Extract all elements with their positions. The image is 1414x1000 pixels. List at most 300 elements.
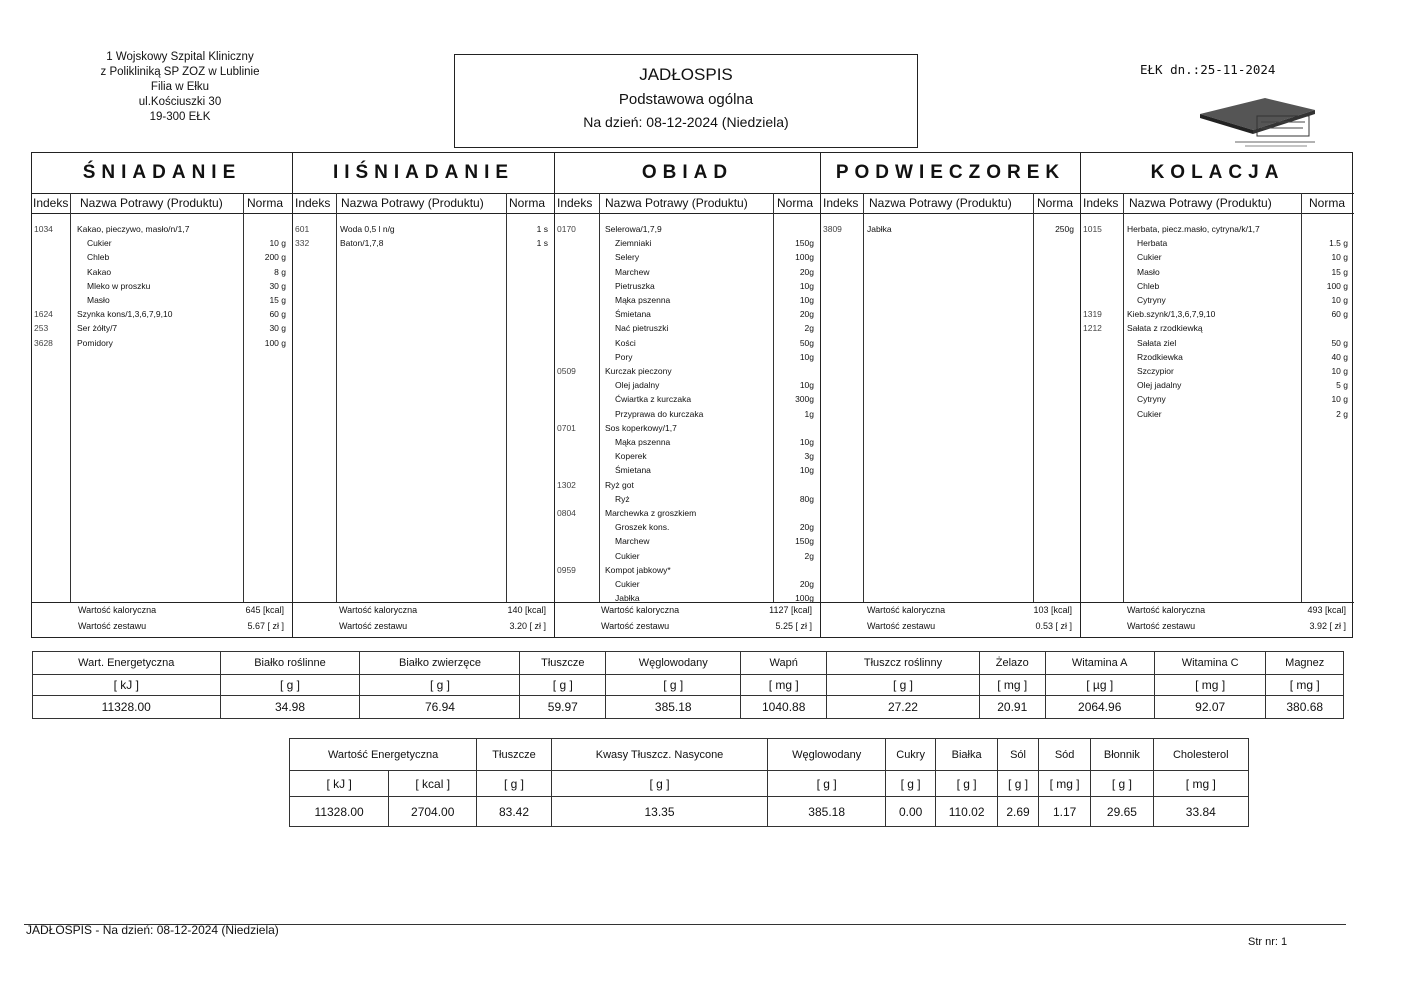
- nutrient-value: 59.97: [520, 696, 606, 719]
- menu-row: [821, 223, 1080, 236]
- nutrient-value: 385.18: [606, 696, 741, 719]
- nutrient-unit: [ g ]: [998, 771, 1039, 797]
- meal-title: OBIAD: [555, 153, 820, 194]
- nutrient-value: 11328.00: [33, 696, 221, 719]
- item-norm: 20g: [799, 579, 814, 589]
- issue-date: EŁK dn.:25-11-2024: [1140, 62, 1276, 77]
- nutrient-value: 380.68: [1266, 696, 1344, 719]
- item-norm: 30 g: [269, 280, 286, 291]
- item-name: Ser żółty/7: [77, 323, 118, 334]
- meal-title: PODWIECZOREK: [821, 153, 1080, 194]
- item-norm: 80g: [799, 493, 814, 504]
- cost-value: 3.20 [ zł ]: [509, 621, 546, 631]
- item-name: Cytryny: [1137, 394, 1166, 405]
- nutrient-unit: [ mg ]: [1039, 771, 1091, 797]
- item-name: Kakao: [87, 266, 112, 277]
- item-index: 1034: [34, 224, 53, 234]
- nutrient-value: 2.69: [998, 797, 1039, 827]
- meal-column-breakfast: [32, 153, 293, 637]
- menu-row: [555, 450, 820, 463]
- menu-row: [32, 337, 292, 350]
- menu-row: [555, 308, 820, 321]
- item-norm: 30 g: [269, 323, 286, 334]
- menu-row: [555, 535, 820, 548]
- item-norm: 3g: [804, 451, 814, 462]
- nutrient-header: Białko roślinne: [220, 652, 360, 675]
- item-norm: 100g: [795, 252, 814, 263]
- menu-row: [555, 393, 820, 406]
- kcal-label: Wartość kaloryczna: [339, 605, 418, 615]
- nutrition-table-2: [289, 738, 1249, 827]
- nutrient-header: Węglowodany: [768, 739, 886, 771]
- item-norm: 2g: [804, 323, 814, 334]
- item-name: Jabłka: [615, 593, 640, 604]
- nutrient-value: 83.42: [477, 797, 552, 827]
- item-norm: 2 g: [1336, 408, 1348, 419]
- item-norm: 50g: [799, 337, 814, 348]
- nutrient-unit: [ g ]: [1091, 771, 1153, 797]
- item-norm: 200 g: [264, 252, 286, 263]
- item-norm: 10 g: [1331, 394, 1348, 405]
- nutrient-header: Tłuszcze: [520, 652, 606, 675]
- nutrient-unit: [ mg ]: [1154, 675, 1266, 696]
- item-index: 0170: [557, 224, 576, 234]
- menu-row: [555, 550, 820, 563]
- item-name: Herbata, piecz.masło, cytryna/k/1,7: [1127, 224, 1260, 234]
- item-name: Śmietana: [615, 465, 651, 476]
- cost-label: Wartość zestawu: [867, 621, 936, 631]
- document-title: JADŁOSPIS: [639, 65, 733, 84]
- meal-footer: [293, 602, 554, 637]
- item-name: Kakao, pieczywo, masło/n/1,7: [77, 224, 190, 234]
- nutrient-value: 2064.96: [1045, 696, 1154, 719]
- menu-date: Na dzień: 08-12-2024 (Niedziela): [583, 114, 789, 130]
- hospital-line: z Polikliniką SP ZOZ w Lublinie: [100, 66, 260, 78]
- item-norm: 20g: [799, 266, 814, 277]
- item-norm: 2g: [804, 550, 814, 561]
- item-name: Olej jadalny: [1137, 380, 1182, 391]
- item-index: 1212: [1083, 323, 1102, 334]
- item-norm: 50 g: [1331, 337, 1348, 348]
- menu-row: [555, 337, 820, 350]
- item-name: Nać pietruszki: [615, 323, 669, 334]
- header-index: Indeks: [823, 196, 859, 210]
- nutrient-unit: [ g ]: [477, 771, 552, 797]
- menu-grid: [31, 152, 1353, 638]
- menu-row: [1081, 266, 1354, 279]
- header-norm: Norma: [1037, 196, 1074, 210]
- nutrient-header: Kwasy Tłuszcz. Nasycone: [551, 739, 767, 771]
- item-norm: 1.5 g: [1329, 238, 1348, 249]
- item-name: Marchew: [615, 536, 650, 547]
- nutrient-value: 1.17: [1039, 797, 1091, 827]
- item-norm: 10g: [799, 351, 814, 362]
- item-norm: 10g: [799, 380, 814, 391]
- nutrient-value: 29.65: [1091, 797, 1153, 827]
- item-index: 3809: [823, 224, 842, 234]
- item-name: Chleb: [1137, 280, 1160, 291]
- nutrient-unit: [ g ]: [551, 771, 767, 797]
- kcal-value: 493 [kcal]: [1307, 605, 1346, 615]
- item-name: Cytryny: [1137, 295, 1166, 305]
- item-name: Masło: [1137, 266, 1160, 277]
- column-header: [1081, 193, 1354, 214]
- nutrient-value: 11328.00: [290, 797, 389, 827]
- meal-footer: [555, 602, 820, 637]
- menu-row: [32, 322, 292, 335]
- item-norm: 100g: [795, 593, 814, 604]
- menu-row: [555, 578, 820, 591]
- menu-row: [555, 493, 820, 506]
- item-norm: 10 g: [269, 238, 286, 249]
- item-norm: 60 g: [1331, 309, 1348, 320]
- item-name: Masło: [87, 295, 110, 305]
- item-norm: 150g: [795, 238, 814, 249]
- item-name: Ryż: [615, 493, 630, 504]
- nutrient-unit: [ g ]: [768, 771, 886, 797]
- item-index: 253: [34, 323, 49, 334]
- nutrient-header: Wapń: [741, 652, 827, 675]
- item-norm: 60 g: [269, 309, 286, 320]
- header-index: Indeks: [295, 196, 331, 210]
- column-header: [32, 193, 292, 214]
- item-name: Groszek kons.: [615, 522, 670, 533]
- header-index: Indeks: [1083, 196, 1119, 210]
- menu-row: [1081, 280, 1354, 293]
- menu-row: [1081, 351, 1354, 364]
- item-name: Śmietana: [615, 309, 651, 320]
- menu-row: [1081, 322, 1354, 335]
- nutrient-unit: [ µg ]: [1045, 675, 1154, 696]
- kcal-label: Wartość kaloryczna: [78, 605, 157, 615]
- menu-row: [1081, 294, 1354, 307]
- menu-row: [1081, 308, 1354, 321]
- nutrient-value: 34.98: [220, 696, 360, 719]
- menu-row: [555, 564, 820, 577]
- meal-footer: [821, 602, 1080, 637]
- item-name: Cukier: [615, 579, 640, 589]
- nutrient-header: Żelazo: [979, 652, 1045, 675]
- footer-text: JADŁOSPIS - Na dzień: 08-12-2024 (Niedziela): [26, 923, 279, 937]
- item-name: Ziemniaki: [615, 238, 652, 249]
- menu-row: [555, 223, 820, 236]
- meal-column-second-breakfast: [293, 153, 555, 637]
- cost-label: Wartość zestawu: [601, 621, 670, 631]
- item-norm: 15 g: [269, 295, 286, 305]
- item-name: Mąka pszenna: [615, 437, 671, 447]
- item-name: Szczypior: [1137, 366, 1174, 376]
- item-name: Mąka pszenna: [615, 295, 671, 305]
- item-index: 1624: [34, 309, 53, 320]
- item-index: 0509: [557, 366, 576, 376]
- meal-column-lunch: [555, 153, 821, 637]
- hospital-line: 1 Wojskowy Szpital Kliniczny: [106, 51, 254, 63]
- menu-row: [555, 507, 820, 520]
- nutrient-unit: [ g ]: [360, 675, 520, 696]
- column-header: [555, 193, 820, 214]
- hospital-line: ul.Kościuszki 30: [138, 96, 222, 108]
- nutrient-unit: [ g ]: [827, 675, 980, 696]
- nutrient-unit: [ mg ]: [979, 675, 1045, 696]
- header-norm: Norma: [777, 196, 814, 210]
- item-name: Marchewka z groszkiem: [605, 508, 697, 518]
- nutrient-header: Białka: [936, 739, 998, 771]
- item-index: 332: [295, 238, 310, 249]
- nutrient-unit: [ g ]: [606, 675, 741, 696]
- hospital-line: Filia w Ełku: [150, 81, 210, 93]
- menu-row: [32, 251, 292, 264]
- item-norm: 20g: [799, 309, 814, 320]
- nutrient-header: Węglowodany: [606, 652, 741, 675]
- item-name: Kompot jabkowy*: [605, 564, 671, 575]
- menu-row: [555, 351, 820, 364]
- item-norm: 100 g: [264, 337, 286, 348]
- header-name: Nazwa Potrawy (Produktu): [605, 196, 748, 210]
- item-name: Jabłka: [867, 224, 892, 234]
- cost-value: 5.67 [ zł ]: [247, 621, 284, 631]
- nutrient-unit: [ g ]: [936, 771, 998, 797]
- nutrient-value: 0.00: [886, 797, 936, 827]
- nutrient-header: Wartość Energetyczna: [290, 739, 477, 771]
- meal-title: IIŚNIADANIE: [293, 153, 554, 194]
- kcal-label: Wartość kaloryczna: [1127, 605, 1206, 615]
- nutrient-value: 13.35: [551, 797, 767, 827]
- menu-row: [1081, 251, 1354, 264]
- nutrient-value: 20.91: [979, 696, 1045, 719]
- nutrient-header: Sód: [1039, 739, 1091, 771]
- item-index: 0959: [557, 564, 576, 575]
- menu-row: [32, 280, 292, 293]
- header-index: Indeks: [33, 196, 69, 210]
- item-name: Przyprawa do kurczaka: [615, 408, 704, 419]
- item-name: Rzodkiewka: [1137, 351, 1183, 362]
- item-name: Cukier: [87, 238, 112, 249]
- menu-row: [293, 237, 554, 250]
- header-name: Nazwa Potrawy (Produktu): [1129, 196, 1272, 210]
- item-norm: 1 s: [536, 224, 548, 234]
- item-name: Olej jadalny: [615, 380, 660, 391]
- cost-value: 0.53 [ zł ]: [1035, 621, 1072, 631]
- item-name: Mleko w proszku: [87, 280, 151, 291]
- item-index: 3628: [34, 337, 53, 348]
- item-name: Ryż got: [605, 479, 634, 490]
- item-norm: 250g: [1055, 224, 1074, 234]
- item-index: 1015: [1083, 224, 1102, 234]
- item-norm: 15 g: [1331, 266, 1348, 277]
- nutrient-header: Tłuszcz roślinny: [827, 652, 980, 675]
- kcal-value: 140 [kcal]: [507, 605, 546, 615]
- item-index: 0701: [557, 422, 576, 433]
- nutrient-value: 27.22: [827, 696, 980, 719]
- menu-row: [555, 408, 820, 421]
- nutrient-header: Sól: [998, 739, 1039, 771]
- item-name: Pory: [615, 351, 633, 362]
- item-name: Kości: [615, 337, 636, 348]
- cost-label: Wartość zestawu: [78, 621, 147, 631]
- item-name: Sałata z rzodkiewką: [1127, 323, 1203, 334]
- menu-row: [1081, 408, 1354, 421]
- kcal-value: 103 [kcal]: [1033, 605, 1072, 615]
- nutrient-header: Białko zwierzęce: [360, 652, 520, 675]
- nutrient-unit: [ mg ]: [1153, 771, 1248, 797]
- menu-row: [32, 308, 292, 321]
- stamp-logo-icon: [1195, 92, 1330, 150]
- menu-row: [293, 223, 554, 236]
- nutrient-header: Cukry: [886, 739, 936, 771]
- header-norm: Norma: [247, 196, 284, 210]
- menu-row: [555, 479, 820, 492]
- cost-value: 5.25 [ zł ]: [775, 621, 812, 631]
- menu-row: [555, 251, 820, 264]
- item-index: 1302: [557, 479, 576, 490]
- kcal-label: Wartość kaloryczna: [601, 605, 680, 615]
- item-name: Szynka kons/1,3,6,7,9,10: [77, 309, 173, 320]
- kcal-label: Wartość kaloryczna: [867, 605, 946, 615]
- hospital-line: 19-300 EŁK: [149, 111, 211, 123]
- nutrient-header: Błonnik: [1091, 739, 1153, 771]
- meal-title: ŚNIADANIE: [32, 153, 292, 194]
- item-name: Ćwiartka z kurczaka: [615, 394, 692, 405]
- nutrient-header: Wart. Energetyczna: [33, 652, 221, 675]
- column-header: [293, 193, 554, 214]
- item-name: Selery: [615, 252, 640, 263]
- item-name: Koperek: [615, 451, 647, 462]
- item-norm: 1g: [804, 408, 814, 419]
- nutrient-value: 110.02: [936, 797, 998, 827]
- item-norm: 10 g: [1331, 252, 1348, 263]
- nutrition-table-1: [32, 651, 1344, 719]
- nutrient-value: 76.94: [360, 696, 520, 719]
- menu-row: [555, 280, 820, 293]
- menu-row: [1081, 393, 1354, 406]
- nutrient-unit: [ mg ]: [1266, 675, 1344, 696]
- nutrient-value: 1040.88: [741, 696, 827, 719]
- menu-row: [32, 266, 292, 279]
- menu-row: [1081, 223, 1354, 236]
- item-index: 1319: [1083, 309, 1102, 320]
- hospital-address: [60, 50, 300, 125]
- nutrient-header: Cholesterol: [1153, 739, 1248, 771]
- item-name: Sos koperkowy/1,7: [605, 422, 677, 433]
- nutrient-unit: [ mg ]: [741, 675, 827, 696]
- item-name: Pomidory: [77, 337, 113, 348]
- item-name: Cukier: [1137, 408, 1162, 419]
- kcal-value: 1127 [kcal]: [769, 605, 812, 615]
- nutrient-unit: [ kcal ]: [389, 771, 477, 797]
- menu-row: [555, 464, 820, 477]
- cost-value: 3.92 [ zł ]: [1309, 621, 1346, 631]
- menu-row: [555, 422, 820, 435]
- nutrient-header: Magnez: [1266, 652, 1344, 675]
- menu-row: [1081, 379, 1354, 392]
- nutrient-value: 2704.00: [389, 797, 477, 827]
- menu-row: [555, 266, 820, 279]
- item-norm: 1 s: [536, 238, 548, 249]
- item-norm: 10g: [799, 437, 814, 447]
- item-norm: 150g: [795, 536, 814, 547]
- meal-column-dinner: [1081, 153, 1354, 637]
- nutrient-unit: [ g ]: [220, 675, 360, 696]
- page-number: Str nr: 1: [1248, 936, 1288, 948]
- menu-row: [555, 365, 820, 378]
- item-norm: 100 g: [1326, 280, 1348, 291]
- item-name: Kurczak pieczony: [605, 366, 672, 376]
- menu-row: [1081, 237, 1354, 250]
- item-name: Herbata: [1137, 238, 1168, 249]
- item-name: Selerowa/1,7,9: [605, 224, 662, 234]
- item-norm: 8 g: [274, 266, 286, 277]
- menu-row: [555, 379, 820, 392]
- item-norm: 10g: [799, 295, 814, 305]
- meal-column-snack: [821, 153, 1081, 637]
- nutrient-header: Witamina C: [1154, 652, 1266, 675]
- menu-row: [555, 322, 820, 335]
- header-name: Nazwa Potrawy (Produktu): [869, 196, 1012, 210]
- item-name: Sałata ziel: [1137, 337, 1177, 348]
- item-norm: 5 g: [1336, 380, 1348, 391]
- item-norm: 10 g: [1331, 366, 1348, 376]
- nutrient-unit: [ g ]: [886, 771, 936, 797]
- item-name: Woda 0,5 l n/g: [340, 224, 395, 234]
- item-name: Cukier: [615, 550, 640, 561]
- nutrient-value: 92.07: [1154, 696, 1266, 719]
- nutrient-header: Witamina A: [1045, 652, 1154, 675]
- menu-row: [1081, 337, 1354, 350]
- nutrient-unit: [ kJ ]: [290, 771, 389, 797]
- nutrient-header: Tłuszcze: [477, 739, 552, 771]
- item-norm: 10g: [799, 280, 814, 291]
- menu-row: [32, 237, 292, 250]
- header-name: Nazwa Potrawy (Produktu): [341, 196, 484, 210]
- item-norm: 300g: [795, 394, 814, 405]
- nutrient-value: 33.84: [1153, 797, 1248, 827]
- nutrient-unit: [ kJ ]: [33, 675, 221, 696]
- item-norm: 20g: [799, 522, 814, 533]
- header-index: Indeks: [557, 196, 593, 210]
- menu-row: [32, 294, 292, 307]
- item-norm: 10g: [799, 465, 814, 476]
- item-norm: 40 g: [1331, 351, 1348, 362]
- title-box: [454, 54, 918, 148]
- nutrient-value: 385.18: [768, 797, 886, 827]
- header-norm: Norma: [509, 196, 546, 210]
- item-name: Kieb.szynk/1,3,6,7,9,10: [1127, 309, 1216, 320]
- menu-row: [555, 436, 820, 449]
- item-index: 601: [295, 224, 310, 234]
- item-name: Cukier: [1137, 252, 1162, 263]
- item-name: Chleb: [87, 252, 110, 263]
- item-name: Marchew: [615, 266, 650, 277]
- cost-label: Wartość zestawu: [339, 621, 408, 631]
- column-header: [821, 193, 1080, 214]
- diet-type: Podstawowa ogólna: [618, 91, 754, 108]
- nutrient-unit: [ g ]: [520, 675, 606, 696]
- meal-footer: [32, 602, 292, 637]
- kcal-value: 645 [kcal]: [245, 605, 284, 615]
- menu-row: [1081, 365, 1354, 378]
- menu-row: [555, 237, 820, 250]
- menu-row: [555, 294, 820, 307]
- meal-title: KOLACJA: [1081, 153, 1354, 194]
- menu-row: [555, 521, 820, 534]
- item-norm: 10 g: [1331, 295, 1348, 305]
- cost-label: Wartość zestawu: [1127, 621, 1196, 631]
- header-name: Nazwa Potrawy (Produktu): [80, 196, 223, 210]
- item-name: Baton/1,7,8: [340, 238, 384, 249]
- item-index: 0804: [557, 508, 576, 518]
- header-norm: Norma: [1309, 196, 1346, 210]
- item-name: Pietruszka: [615, 280, 655, 291]
